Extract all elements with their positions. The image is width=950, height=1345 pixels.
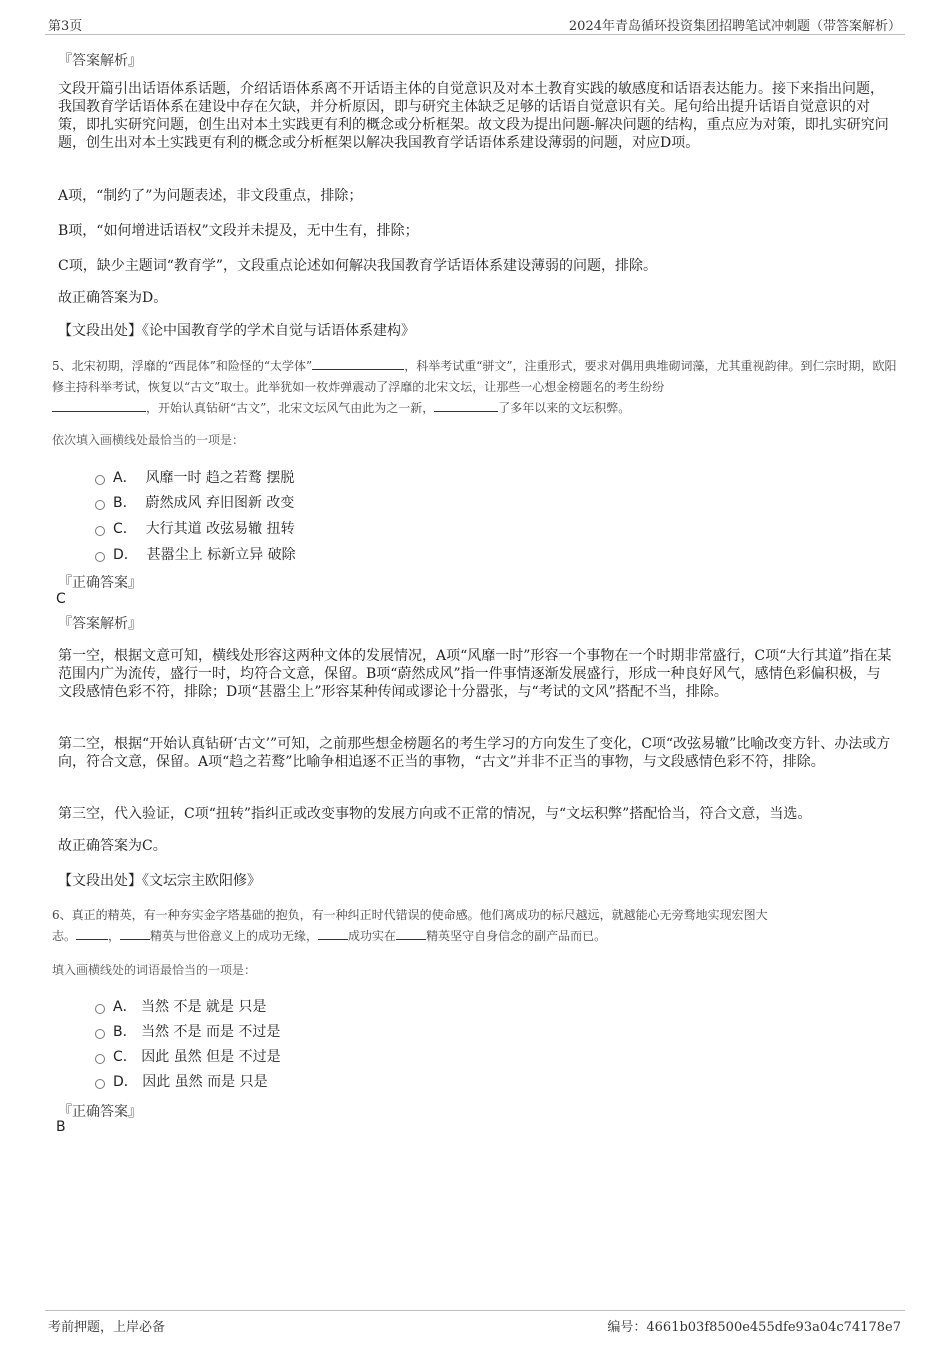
q5-analysis-2: 第二空，根据“开始认真钻研‘古文’”可知，之前那些想金榜题名的考生学习的方向发生了变化，C项“改弦易辙”比喻改变方针、办法或方向，符合文意，保留。A项“趋之若鹜”比喻争相追逐不正当的事物，“古文”并非不正当的事物，与文段感情色彩不符，排除。 [58,736,891,770]
footer-slogan: 考前押题，上岸必备 [48,1320,166,1335]
q6-option-c[interactable]: C． 因此 虽然 但是 不过是 [95,1046,281,1064]
q6-blank-2 [120,926,150,940]
q5-option-b[interactable]: B． 蔚然成风 弃旧图新 改变 [95,492,294,510]
radio-icon[interactable] [95,1079,105,1089]
q5-stem: 5、北宋初期，浮靡的“西昆体”和险怪的“太学体” ，科举考试重“骈文”，注重形式，要求对偶用典堆砌词藻，尤其重视韵律。到仁宗时期，欧阳修主持科举考试，恢复以“古文”取士。此举犹如一枚炸弹震动了浮靡的北宋文坛，让那些一心想金榜题名的考生纷纷 ，开始认真钻研“古文”，北宋文坛风气由此为之一新， 了多年以来的文坛积弊。 [52,356,897,419]
document-title: 2024年青岛循环投资集团招聘笔试冲刺题（带答案解析） [568,19,901,34]
q6-correct-label: 『正确答案』 [58,1104,142,1120]
q6-blank-3 [318,926,348,940]
page-footer [45,1310,905,1336]
q4-analysis-text: 文段开篇引出话语体系话题，介绍话语体系离不开话语主体的自觉意识及对本土教育实践的敏感度和话语表达能力。接下来指出问题，我国教育学话语体系在建设中存在欠缺，并分析原因，即与研究主体缺乏足够的话语自觉意识有关。尾句给出提升话语自觉意识的对策，即扎实研究问题，创生出对本土实践更有利的概念或分析框架。故文段为提出问题-解决问题的结构，重点应为对策，即扎实研究问题，创生出对本土实践更有利的概念或分析框架以解决我国教育学话语体系建设薄弱的问题，对应D项。 [58,81,889,151]
q5-blank-1 [312,356,404,370]
footer-code: 编号：4661b03f8500e455dfe93a04c74178e7 [607,1320,901,1335]
radio-icon[interactable] [95,1004,105,1014]
q4-analysis-label: 『答案解析』 [58,53,142,69]
q5-correct-answer: C [56,591,66,607]
q4-item-c: C项，缺少主题词“教育学”，文段重点论述如何解决我国教育学话语体系建设薄弱的问题，排除。 [58,258,658,274]
radio-icon[interactable] [95,1029,105,1039]
radio-icon[interactable] [95,552,105,562]
page-header [45,14,905,35]
page-number: 第3页 [48,19,83,34]
q6-blank-4 [396,926,426,940]
q6-blank-1 [76,926,108,940]
q6-prompt: 填入画横线处的词语最恰当的一项是： [52,963,257,977]
radio-icon[interactable] [95,1054,105,1064]
q6-option-d[interactable]: D． 因此 虽然 而是 只是 [95,1071,268,1089]
q5-option-a[interactable]: A． 风靡一时 趋之若鹜 摆脱 [95,467,294,485]
q5-analysis-label: 『答案解析』 [58,616,142,632]
q5-conclusion: 故正确答案为C。 [58,838,167,854]
radio-icon[interactable] [95,475,105,485]
q5-option-d[interactable]: D． 甚嚣尘上 标新立异 破除 [95,544,296,562]
q5-blank-2 [52,398,146,412]
q5-analysis-3: 第三空，代入验证，C项“扭转”指纠正或改变事物的发展方向或不正常的情况，与“文坛积弊”搭配恰当，符合文意，当选。 [58,806,812,822]
q4-conclusion: 故正确答案为D。 [58,290,168,306]
q4-item-a: A项，“制约了”为问题表述，非文段重点，排除； [58,188,363,204]
q4-item-b: B项，“如何增进话语权”文段并未提及，无中生有，排除； [58,223,419,239]
q5-analysis-1: 第一空，根据文意可知，横线处形容这两种文体的发展情况，A项“风靡一时”形容一个事物在一个时期非常盛行，C项“大行其道”指在某范围内广为流传，盛行一时，均符合文意，保留。B项“蔚然成风”指一件事情逐渐发展盛行，形成一种良好风气，感情色彩偏积极，与文段感情色彩不符，排除；D项“甚嚣尘上”形容某种传闻或谬论十分嚣张，与“考试的文风”搭配不当，排除。 [58,648,892,700]
radio-icon[interactable] [95,500,105,510]
q5-correct-label: 『正确答案』 [58,575,142,591]
q6-stem: 6、真正的精英，有一种夯实金字塔基础的抱负，有一种纠正时代错误的使命感。他们离成功的标尺越远，就越能心无旁骛地实现宏图大 志。 ， 精英与世俗意义上的成功无缘， 成功实在 精英坚守自身信念的副产品而已。 [52,908,768,943]
q6-option-b[interactable]: B． 当然 不是 而是 不过是 [95,1021,280,1039]
q6-correct-answer: B [56,1119,66,1135]
q5-source: 【文段出处】《文坛宗主欧阳修》 [58,873,261,889]
q6-option-a[interactable]: A． 当然 不是 就是 只是 [95,996,266,1014]
q5-blank-3 [434,398,498,412]
q5-option-c[interactable]: C． 大行其道 改弦易辙 扭转 [95,518,295,536]
q4-source: 【文段出处】《论中国教育学的学术自觉与话语体系建构》 [58,323,415,339]
q5-prompt: 依次填入画横线处最恰当的一项是： [52,433,245,447]
radio-icon[interactable] [95,526,105,536]
